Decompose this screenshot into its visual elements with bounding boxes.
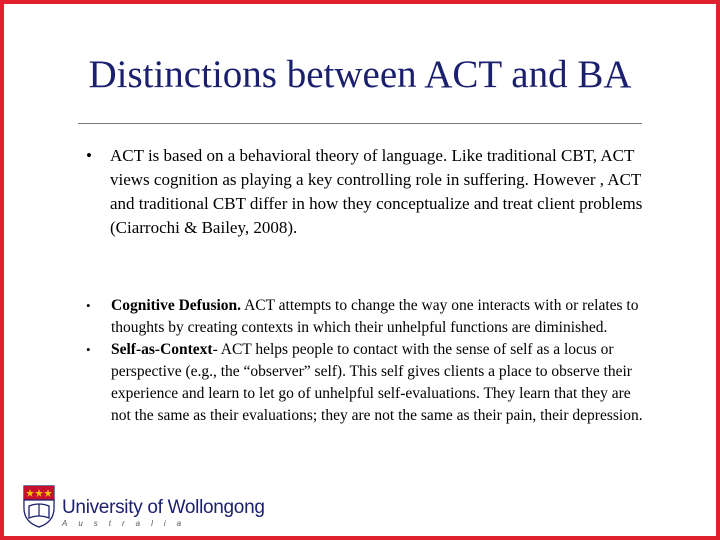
list-item-self-as-context bbox=[86, 339, 646, 427]
bullet-icon: • bbox=[86, 298, 91, 313]
item-term: Self-as-Context bbox=[111, 341, 213, 358]
logo-name: University of Wollongong bbox=[62, 497, 265, 518]
item-description: ACT attempts to change the way one interacts with or relates to thoughts by creating contexts in which their unhelpful functions are diminished. bbox=[111, 297, 639, 336]
intro-paragraph bbox=[86, 144, 646, 240]
slide-title: Distinctions between ACT and BA bbox=[88, 52, 632, 96]
item-text bbox=[111, 339, 646, 427]
logo-country: Australia bbox=[62, 519, 193, 528]
bullet-icon: • bbox=[86, 146, 92, 165]
university-logo bbox=[22, 484, 265, 532]
item-text bbox=[111, 295, 646, 339]
concept-list bbox=[86, 295, 646, 427]
intro-text: ACT is based on a behavioral theory of language. Like traditional CBT, ACT views cognition as playing a key controlling role in suffering. However , ACT and traditional CBT differ in how they conceptualize and treat client problems (Ciarrochi & Bailey, 2008). bbox=[110, 146, 643, 237]
bullet-icon: • bbox=[86, 342, 91, 357]
crest-icon bbox=[22, 484, 56, 528]
title-box bbox=[78, 26, 642, 124]
item-description: - ACT helps people to contact with the sense of self as a locus or perspective (e.g., the “observer” self). This self gives clients a place to observe their experience and learn to let go of unhelpful self-evaluations. They learn that they are not the same as their evaluations; they are not the same as their pain, their depression. bbox=[111, 341, 643, 424]
item-term: Cognitive Defusion. bbox=[111, 297, 242, 314]
list-item-defusion bbox=[86, 295, 646, 339]
